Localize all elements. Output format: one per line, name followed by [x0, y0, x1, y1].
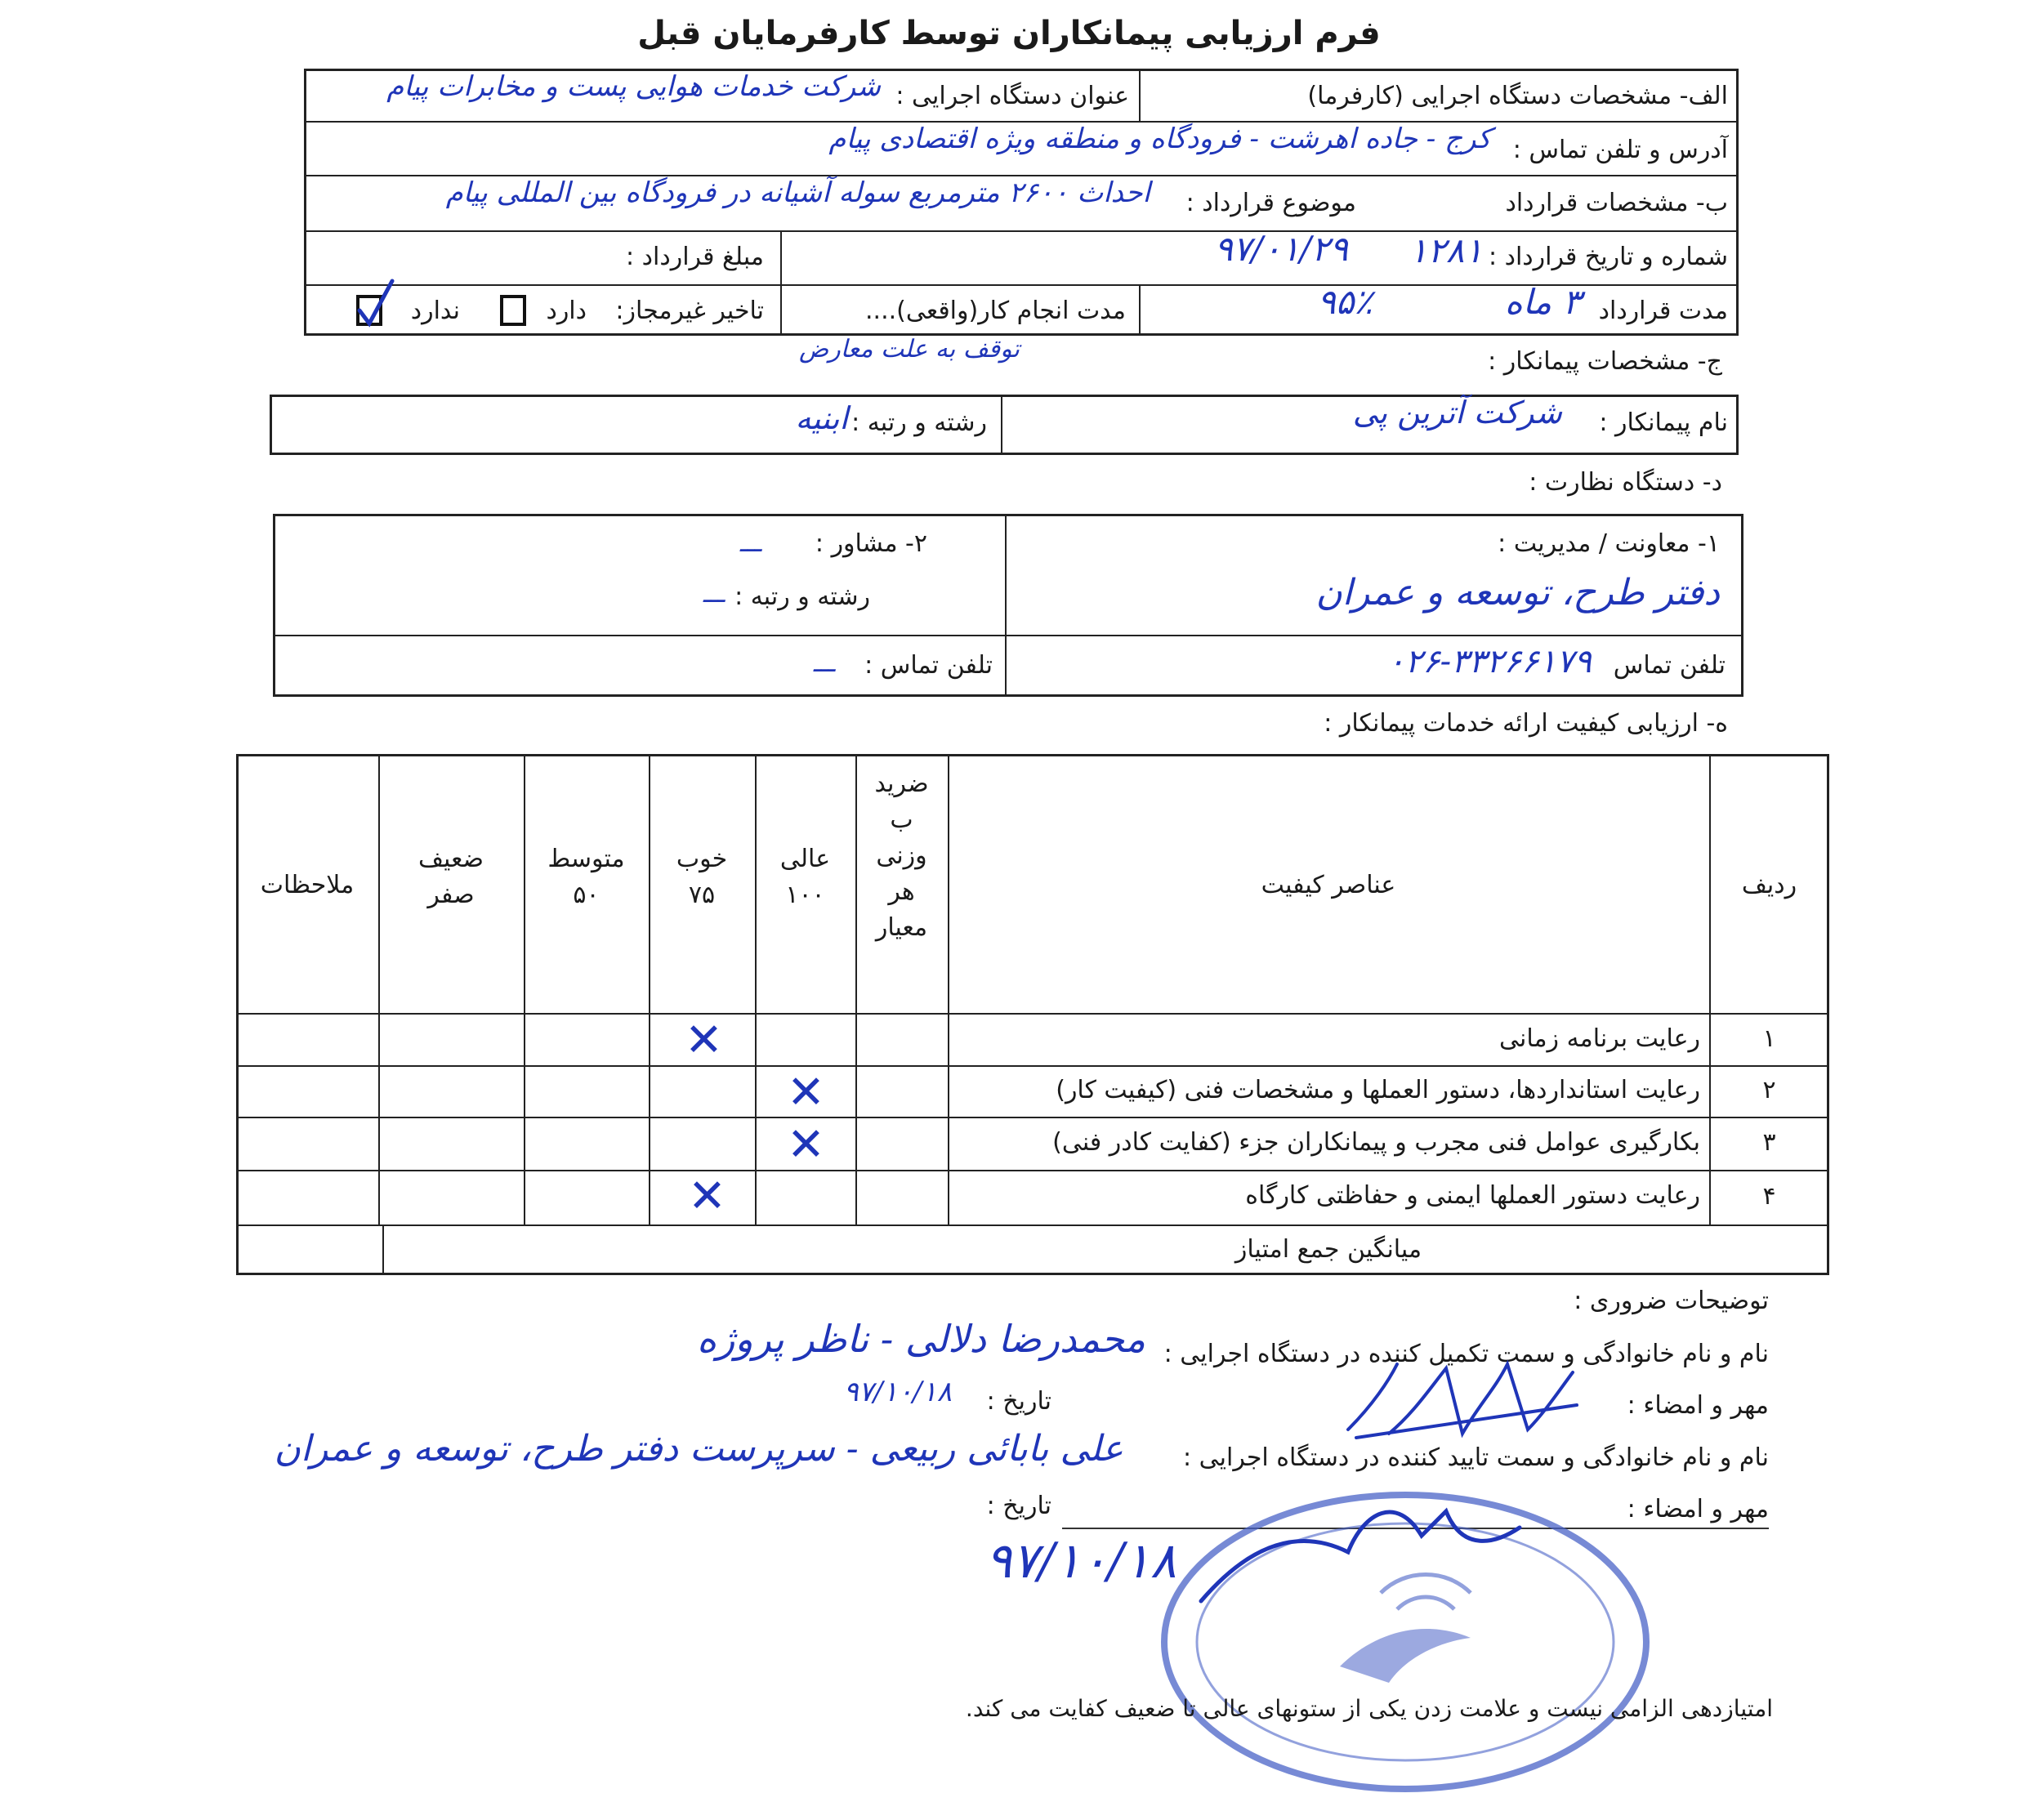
- actual-duration-label: مدت انجام کار(واقعی)....: [865, 297, 1126, 325]
- delay-note: توقف به علت معارض: [798, 335, 1020, 364]
- org-title-value: شرکت خدمات هوایی پست و مخابرات پیام: [386, 70, 881, 103]
- deputy-phone-value: ۰۲۶-۳۳۲۶۶۱۷۹: [1387, 643, 1592, 680]
- completer-signature: [1340, 1356, 1585, 1446]
- contract-duration-label: مدت قرارداد: [1598, 297, 1728, 325]
- contractor-grade-label: رشته و رتبه :: [851, 408, 987, 437]
- col-elements-header: عناصر کیفیت: [1261, 871, 1396, 899]
- address-label: آدرس و تلفن تماس :: [1512, 136, 1728, 164]
- org-title-label: عنوان دستگاه اجرایی :: [895, 82, 1129, 110]
- deputy-phone-label: تلفن تماس: [1613, 651, 1726, 680]
- col-good-header: خوب ۷۵: [676, 845, 728, 909]
- contractor-name-value: شرکت آترین پی: [1352, 395, 1562, 430]
- contract-duration-value: ۳ ماه: [1504, 282, 1581, 322]
- row-4-no: ۴: [1762, 1182, 1776, 1211]
- col-weight-header: ضرید ب وزنی هر معیار: [874, 769, 929, 942]
- consultant-value: ـــ: [739, 529, 761, 558]
- row-4-text: رعایت دستور العملها ایمنی و حفاظتی کارگاه: [1245, 1181, 1700, 1210]
- row-3-no: ۳: [1762, 1128, 1776, 1157]
- contract-number-value: ۱۲۸۱: [1409, 230, 1483, 270]
- row-1-no: ۱: [1762, 1024, 1776, 1053]
- col-notes-header: ملاحظات: [260, 871, 355, 899]
- section-a-heading: الف- مشخصات دستگاه اجرایی (کارفرما): [1307, 82, 1728, 110]
- contractor-grade-value: ابنیه: [795, 400, 848, 436]
- section-d-heading: د- دستگاه نظارت :: [1529, 468, 1722, 497]
- completer-label: نام و نام خانوادگی و سمت تکمیل کننده در دستگاه اجرایی :: [1163, 1340, 1769, 1368]
- completer-date-value: ۹۷/۱۰/۱۸: [843, 1376, 952, 1408]
- mark-row-3-excellent: ✕: [787, 1118, 825, 1171]
- contract-date-value: ۹۷/۰۱/۲۹: [1214, 229, 1348, 269]
- delay-has-checkbox[interactable]: [500, 295, 526, 326]
- row-1-text: رعایت برنامه زمانی: [1498, 1024, 1700, 1053]
- subject-value: احداث ۲۶۰۰ مترمربع سوله آشیانه در فرودگاه بین المللی پیام: [445, 176, 1150, 209]
- approver-sign-label: مهر و امضاء :: [1627, 1495, 1769, 1523]
- delay-label: تاخیر غیرمجاز:: [615, 297, 764, 325]
- consultant-phone-label: تلفن تماس :: [864, 651, 993, 680]
- address-value: کرج - جاده اهرشت - فرودگاه و منطقه ویژه اقتصادی پیام: [828, 123, 1491, 155]
- deputy-value: دفتر طرح، توسعه و عمران: [1315, 572, 1720, 613]
- mark-row-4-good: ✕: [688, 1170, 726, 1223]
- deputy-label: ۱- معاونت / مدیریت :: [1498, 529, 1720, 558]
- approver-date-label: تاریخ :: [986, 1492, 1051, 1520]
- consultant-label: ۲- مشاور :: [815, 529, 927, 558]
- completer-sign-label: مهر و امضاء :: [1627, 1391, 1769, 1420]
- mark-row-2-excellent: ✕: [787, 1066, 825, 1119]
- delay-has-label: دارد: [546, 297, 587, 325]
- contract-number-date-label: شماره و تاریخ قرارداد :: [1488, 243, 1728, 271]
- section-c-heading: ج- مشخصات پیمانکار :: [1488, 347, 1722, 376]
- col-average-header: متوسط ۵۰: [547, 845, 625, 909]
- approver-date-value: ۹۷/۱۰/۱۸: [985, 1532, 1176, 1590]
- completer-value: محمدرضا دلالی - ناظر پروژه: [697, 1317, 1145, 1361]
- section-e-heading: ه- ارزیابی کیفیت ارائه خدمات پیمانکار :: [1324, 709, 1728, 738]
- row-2-no: ۲: [1762, 1076, 1776, 1104]
- col-excellent-header: عالی ۱۰۰: [779, 845, 831, 909]
- consultant-phone-value: ـــ: [813, 649, 835, 678]
- col-row-header: ردیف: [1741, 871, 1797, 899]
- subject-label: موضوع قرارداد :: [1185, 189, 1356, 217]
- approver-label: نام و نام خانوادگی و سمت تایید کننده در دستگاه اجرایی :: [1183, 1443, 1769, 1472]
- check-mark-icon: [351, 276, 400, 333]
- col-weak-header: ضعیف صفر: [417, 845, 484, 909]
- disclaimer: امتیازدهی الزامی نیست و علامت زدن یکی از ستونهای عالی تا ضعیف کفایت می کند.: [965, 1695, 1773, 1722]
- delay-has-not-label: ندارد: [410, 297, 460, 325]
- contract-amount-label: مبلغ قرارداد :: [626, 243, 764, 271]
- consultant-grade-label: رشته و رتبه :: [734, 582, 870, 611]
- mark-row-1-good: ✕: [685, 1014, 723, 1067]
- page-title: فرم ارزیابی پیمانکاران توسط کارفرمایان قبل: [637, 15, 1381, 52]
- row-3-text: بکارگیری عوامل فنی مجرب و پیمانکاران جزء (کفایت کادر فنی): [1052, 1128, 1700, 1157]
- row-2-text: رعایت استانداردها، دستور العملها و مشخصات فنی (کیفیت کار): [1056, 1076, 1700, 1104]
- approver-value: علی بابائی ربیعی - سرپرست دفتر طرح، توسعه و عمران: [274, 1428, 1123, 1470]
- contractor-name-label: نام پیمانکار :: [1599, 408, 1728, 437]
- average-score-label: میانگین جمع امتیاز: [1234, 1235, 1422, 1264]
- consultant-grade-value: ـــ: [703, 580, 725, 609]
- section-b-heading: ب- مشخصات قرارداد: [1505, 189, 1728, 217]
- official-stamp: [1152, 1479, 1659, 1805]
- completer-date-label: تاریخ :: [986, 1387, 1051, 1416]
- contract-duration-percent: ۹۵٪: [1317, 282, 1373, 322]
- notes-label: توضیحات ضروری :: [1574, 1287, 1769, 1315]
